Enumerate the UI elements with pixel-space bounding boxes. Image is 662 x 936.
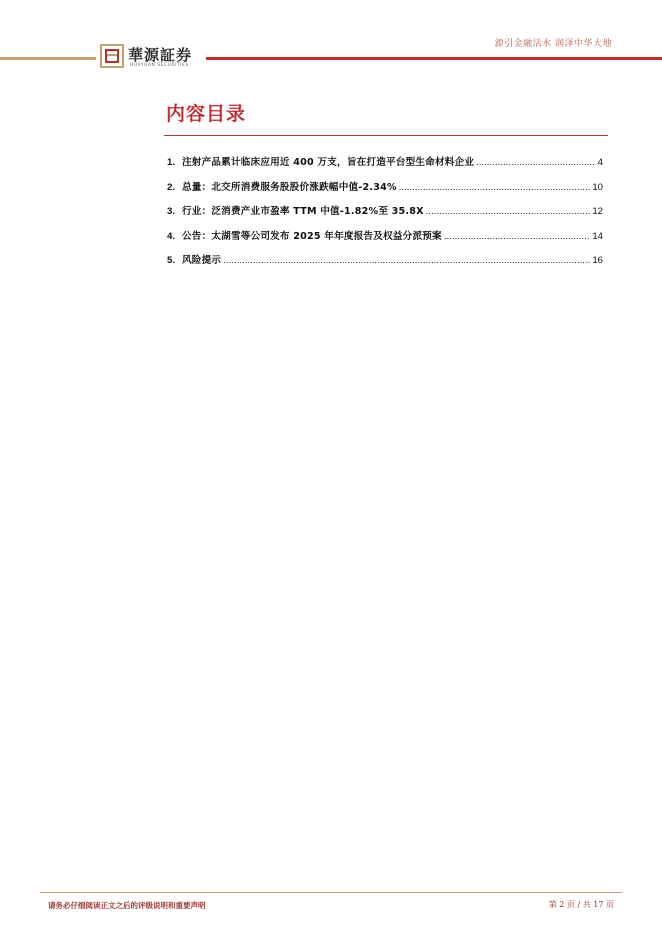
company-logo: [100, 44, 204, 72]
logo-mark-icon: [100, 44, 124, 68]
logo-name: 華源証券: [128, 46, 193, 64]
header-rule-left: [0, 57, 96, 60]
toc-leader-dots: [399, 182, 591, 192]
footer-disclaimer: 请务必仔细阅读正文之后的评级说明和重要声明: [48, 901, 206, 910]
toc-item-title: 注射产品累计临床应用近 400 万支，旨在打造平台型生命材料企业: [182, 157, 475, 168]
logo-english-name: HUAYUAN SECURITIES: [130, 63, 189, 68]
toc-item-page: 10: [592, 181, 603, 193]
footer-page-number: 第 2 页 / 共 17 页: [548, 900, 614, 909]
toc-item-title: 公告：太湖雪等公司发布 2025 年年度报告及权益分派预案: [182, 230, 442, 242]
toc-item[interactable]: [167, 228, 603, 253]
toc-title: 内容目录: [166, 103, 247, 125]
toc-item-page: 14: [592, 230, 603, 242]
header-rule-right: [206, 57, 662, 60]
toc-item-page: 12: [592, 206, 603, 217]
toc-item-page: 4: [597, 157, 603, 168]
header-slogan: 源引金融活水 润泽中华大地: [494, 39, 612, 49]
toc-item[interactable]: [167, 179, 603, 204]
footer-divider: [40, 892, 622, 893]
toc-leader-dots: [476, 157, 596, 167]
toc-divider: [164, 135, 608, 136]
toc-item[interactable]: [167, 252, 603, 277]
toc-item-number: 2.: [167, 181, 176, 193]
toc-item[interactable]: [167, 154, 603, 179]
toc-item-number: 4.: [167, 230, 176, 242]
toc-item-title: 风险提示: [182, 255, 222, 266]
toc-item-number: 1.: [167, 157, 176, 168]
toc-leader-dots: [444, 231, 590, 241]
toc-leader-dots: [223, 255, 590, 265]
toc-leader-dots: [426, 206, 591, 216]
toc-item-number: 5.: [167, 255, 176, 266]
toc-item-page: 16: [592, 255, 603, 266]
toc-item[interactable]: [167, 203, 603, 228]
toc-item-number: 3.: [167, 206, 176, 217]
toc-list: [167, 154, 603, 277]
toc-item-title: 总量：北交所消费服务股股价涨跌幅中值-2.34%: [182, 181, 397, 193]
toc-item-title: 行业：泛消费产业市盈率 TTM 中值-1.82%至 35.8X: [182, 206, 424, 217]
